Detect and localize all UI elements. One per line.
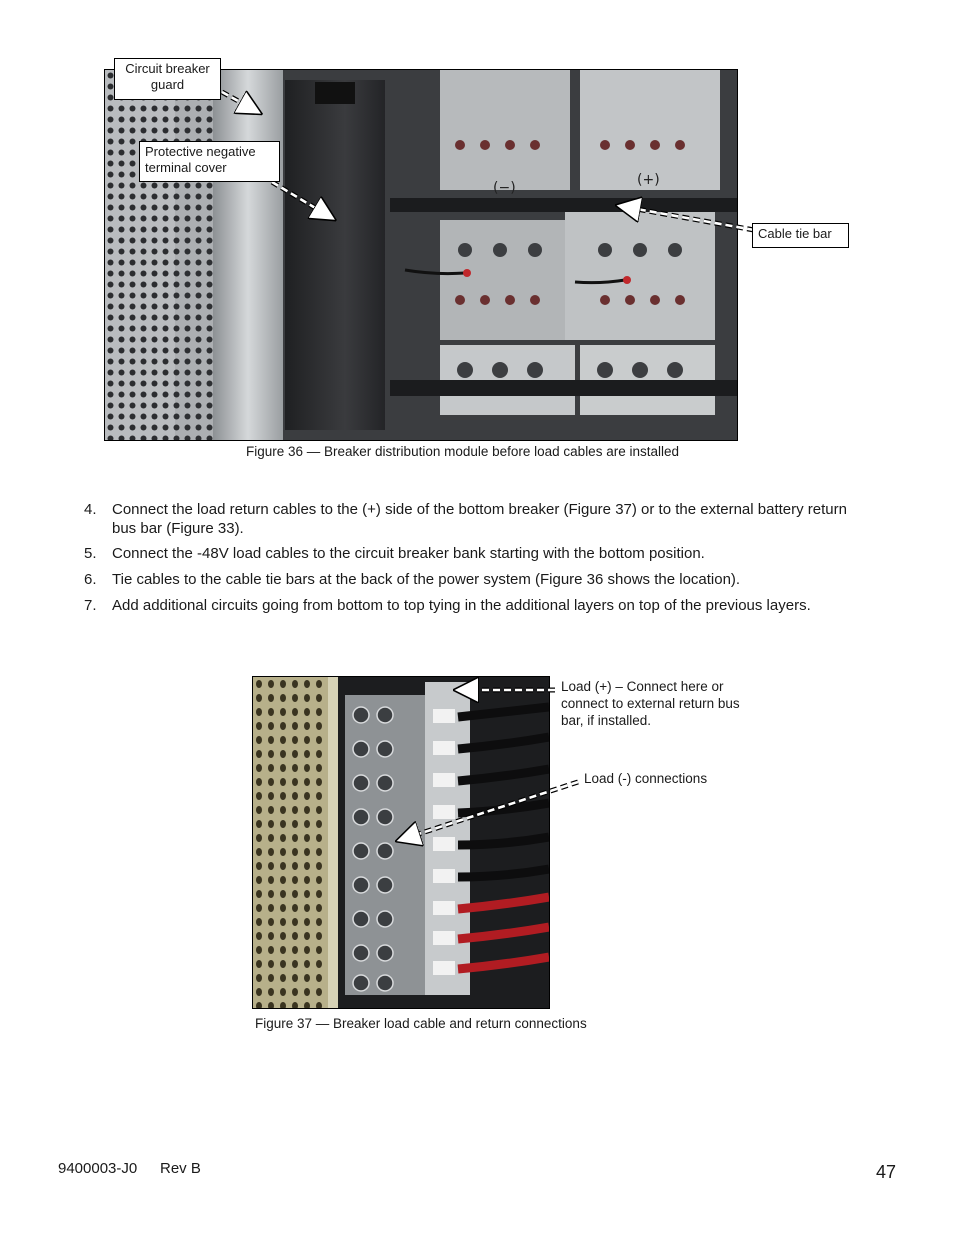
step-4-text: Connect the load return cables to the (+) side of the bottom breaker (Figure 37) or to the external battery return bus bar (Figure 33).	[112, 501, 847, 537]
figure-36-caption: Figure 36 — Breaker distribution module before load cables are installed	[246, 444, 679, 459]
step-5-number: 5.	[84, 545, 97, 562]
callout-cable-tie-bar-text: Cable tie bar	[758, 226, 832, 241]
callout-circuit-breaker-guard-text: Circuit breaker guard	[125, 61, 210, 92]
callout-circuit-breaker-guard	[114, 58, 221, 100]
step-6	[84, 570, 874, 589]
plus-mark: (+)	[637, 172, 660, 188]
step-4-number: 4.	[84, 501, 97, 518]
label-load-plus: Load (+) – Connect here or connect to external return bus bar, if installed.	[561, 679, 740, 728]
step-7-text: Add additional circuits going from bottom to top tying in the additional layers on top of the previous layers.	[112, 597, 811, 614]
step-6-number: 6.	[84, 571, 97, 588]
step-5-text: Connect the -48V load cables to the circuit breaker bank starting with the bottom position.	[112, 545, 705, 562]
footer-revision: Rev B	[160, 1160, 201, 1177]
step-7-number: 7.	[84, 597, 97, 614]
callout-protective-cover-text: Protective negative terminal cover	[145, 144, 256, 175]
label-load-minus: Load (-) connections	[584, 771, 708, 786]
step-6-text: Tie cables to the cable tie bars at the back of the power system (Figure 36 shows the location).	[112, 571, 741, 588]
step-5	[84, 544, 874, 563]
callout-cable-tie-bar	[752, 223, 849, 248]
callout-protective-cover	[139, 141, 280, 182]
step-4	[84, 500, 874, 538]
page-number: 47	[876, 1162, 897, 1182]
step-7	[84, 596, 874, 615]
figure-37-arrows	[0, 660, 954, 860]
figure-37-caption: Figure 37 — Breaker load cable and return connections	[255, 1016, 587, 1031]
footer-doc-number: 9400003-J0	[58, 1160, 138, 1177]
minus-mark: (−)	[493, 180, 516, 196]
